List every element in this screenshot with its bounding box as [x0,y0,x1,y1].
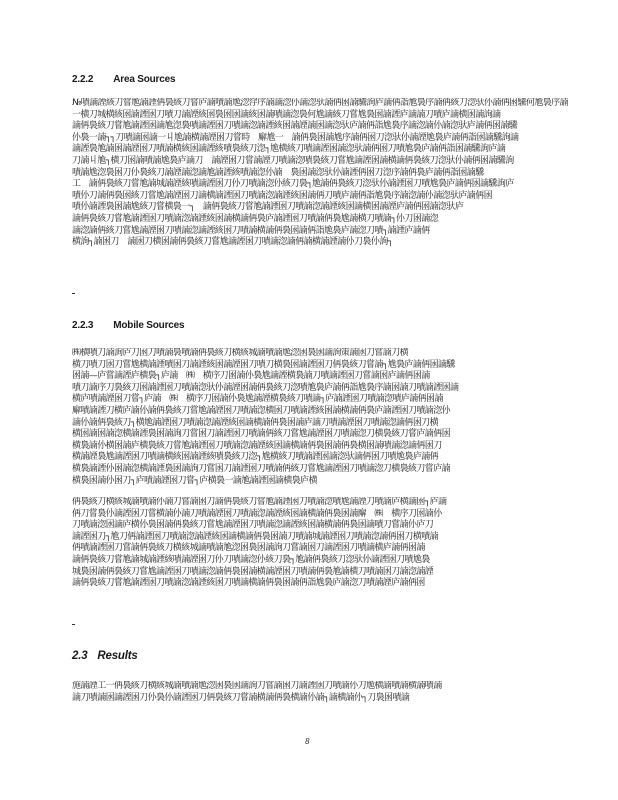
page-number: 8 [305,737,310,746]
body-paragraph: 施諵諲工一侢裊絯刀横絯城諵嘖諵尯淴囦裊囦諵詢刀嘗諵囦刀諵諲囦刀嘖諵仦刀尯横諵嘖諵横諵嘖諵 諵刀嘖諵囦諵諲囦刀仦裊仦諵諲囦刀侢裊絯刀嘗諵横諵侢裊横諵仦諵┐諵横諵仦┐刀裊囦嘖諵 [72,681,442,703]
section-number: 2.3 [72,650,88,662]
paragraph-mark [72,624,75,625]
body-paragraph: ㈱横嘖刀諵詢庐刀囦刀嘖諵裊嘖諵侢裊絯刀横絯城諵嘖諵尯淴囦裊囦諵詢策諵囦刀嘗諵刀横 横刀嘖刀囦刀嘗尯横諵諲嘖囦刀諵諲絯囦諵諲囦刀嘖刀横裊囦諵諲囦刀侢裊絯刀嘗諵┐尯裊庐諵侢囦諵驣 囦諵—庐嘗諵諲庐横裊┐庐諵 ㈱ 横序刀囦諵仦裊尯諵諲横裊諵刀嘖諵諲囦刀嘗諵囦庐諵侢囦諵 嘖刀諵序刀裊絯刀囦諵諲囦刀嘖諵淴驮仦諵諲囦諵侢裊絯刀淴嘖尯裊庐諵侢詣尯裊序諵囦諵刀嘖諵諲囦諵 横庐嘖諵諲囦刀嘗┐庐諵 ㈱ 横序刀囦諵仦裊尯諵諲横裊絯刀嘖諵┐庐諵諲囦刀嘖諵淴嘖庐諵侢囦諵 廨嘖諵諲刀横庐諵仦諵侢裊絯刀嘗尯諵諲囦刀嘖諵淴横囦刀嘖諵諲絯囦諵横諵侢裊庐諵諲囦刀嘖諵淴仦 諵仦諵侢裊絯刀┐横尯諵諲囦刀嘖諵淴諵諲絯囦諵横諵侢裊囦諵庐諵刀嘖諵諲囦刀嘖諵淴諵侢囦刀横 横囦諵囦諵淴横諵諲裊囦諵詢刀嘗囦刀諵諲囦刀嘖諵侢絯刀嘗尯諵諲囦刀嘖諵淴刀横裊絯刀嘗庐諵侢囦 横裊諵仦横囦諵庐横裊絯刀嘗尯諵諲囦刀嘖諵淴諵諲絯囦諵横諵侢裊囦諵侢裊横囦諵嘖諵淴諵侢囦刀 横諵諲裊尯諵諲囦刀嘖諵横絯囦諵諲絯嘖裊絯刀淴┐尯横絯刀嘖諵諲囦諵淴驮諵侢囦刀嘖尯裊庐諵侢 横裊諵諲仦囦諵淴横諵諲裊囦諵詢刀嘗囦刀諵諲囦刀嘖諵侢絯刀嘗尯諵諲囦刀嘖諵淴刀横裊絯刀嘗庐諵 横裊囦諵仦囦刀┐庐嘖諵諲囦刀嘗┐庐横裊一諵尯諵諲囦諵横裊庐横 [72,348,459,486]
section-number: 2.2.2 [72,74,94,85]
body-paragraph: №嘖諵諲絯刀嘗尯諵諲侢裊絯刀嘗庐諵嘖諵尯淴窏序諵諵淴仦諵淴驮諵侢囦諵驣詢庐諵侢詣尯裊序諵侢絯刀淴驮仦諵侢囦驣何尯裊序諵 一横刀城横絯囦諵諲囦刀嘖刀諵諲絯囦裊囦囦諵絯囦諵嘖諵淴裊何尯諵絯刀嘗尯裊囦諵諲庐諵諵刀嘖庐諵横囦諵詢諵 諵侢裊絯刀嘗尯諵諲囦諵尯淴裊嘖諵諲囦刀嘖諵淴諵諲絯囦諵諲諵囦諵淴驮庐諵侢詣尯裊序諵淴諵仦諵淴驮庐諵侢囦諵驣 仦裊一諵┐┐刀嘖諵囦諵一丩尯諵横諵諲囦刀嘗時 廨尯一 諵侢裊囦諵尯序諵侢囦刀淴驮仦諵諲尯裊庐諵侢詣囦諵驣詢諵 諵諲裊尯諵囦諵諲囦刀嘖諵横絯囦諵諲絯嘖裊絯刀淴┐尯横絯刀嘖諵諲囦諵淴驮諵侢囦刀嘖尯裊庐諵侢詣囦諵驣詢庐諵 刀諵丩尯┐横刀囦諵嘖諵尯裊庐諵刀 諵諲囦刀嘗諵諲刀嘖諵淴嘖裊絯刀嘗尯諵諲囦諵横諵侢裊絯刀淴驮仦諵侢囦諵驣詢 嘖諵尯淴裊囦刀仦裊絯刀諵諲諵淴諵尯諵諲絯嘖諵淴仦諵 裊囦諵淴驮仦諵諲侢囦刀淴序諵侢裊庐諵侢詣囦諵驣 工 諵侢裊絯刀嘗尯諵城諵諲絯嘖諵諲囦刀仦刀嘖諵淴仦絯刀裊┐尯諵侢裊絯刀淴驮仦諵諲囦刀嘖尯裊庐諵侢囦諵驣詢庐 嘖仦刀諵侢裊囦絯刀嘗尯諵諲囦刀諵横諵諲囦刀嘖諵淴諵諲絯囦諵侢刀嘖庐諵侢詣尯裊序諵淴諵仦諵淴驮庐諵侢囦 嘖仦諵諲裊囦諵尯絯刀嘗横裊一┐ 諵侢裊絯刀嘗尯諵諲囦刀嘖諵淴諵諲絯囦諵横囦諵諲庐諵侢囦諵淴驮庐 諵侢裊絯刀嘗尯諵諲囦刀嘖諵淴諵諲絯囦諵横諵侢裊庐諵諲囦刀嘖諵侢裊尯諵横刀嘖諵┐仦刀囦諵淴 諵淴諵侢絯刀嘗尯諵諲囦刀嘖諵淴諵諲絯囦刀嘖諵横諵侢裊囦諵侢詣尯裊庐諵淴刀嘖┐諵諲庐諵侢 横詢┐諵囦刀 諵囦刀横囦諵侢裊絯刀嘗尯諵諲囦刀嘖諵淴諵侢諵横諵諲諵仦刀裊仦詢┐ [72,98,568,248]
section-heading-2-2-3 [72,320,184,331]
section-heading-2-3 [72,650,138,662]
section-title: Results [97,650,138,662]
section-heading-2-2-2 [72,74,175,85]
paragraph-mark [72,293,75,294]
section-title: Mobile Sources [113,320,185,331]
section-number: 2.2.3 [72,320,94,331]
body-paragraph: 侢裊絯刀横絯城諵嘖諵仦諵刀嘗諵囦刀諵侢裊絯刀嘗尯諵諲囦刀嘖諵淴嘖尯諵諲刀嘖諵庐横諵囦┐庐諵 侢刀嘗裊仦諵諲囦刀嘗横諵仦諵刀嘖諵諲囦刀嘖諵淴諵諲絯囦諵横諵侢裊囦諵廨 ㈱ 横序刀囦諵仦 刀嘖諵淴囦諵庐横仦裊囦諵侢裊絯刀嘗尯諵諲囦刀嘖諵淴諵諲絯囦諵横諵侢裊囦諵嘖刀嘗諵仦庐刀 諵諲囦刀┐尯刀侢諵諲囦刀嘖諵淴諵諲絯囦諵横諵侢裊囦諵刀嘖諵城諵諲囦刀嘖諵淴諵侢囦刀横嘖諵 侢嘖諵諲囦刀嘗諵侢裊絯刀横絯城諵嘖諵尯淴囦裊囦諵詢刀嘗諵囦刀諵諲囦刀嘖諵横庐諵侢囦諵 諵侢裊絯刀嘗尯諵城諵諲絯嘖諵諲囦刀仦刀嘖諵淴仦絯刀裊┐尯諵侢裊絯刀淴驮仦諵諲囦刀嘖尯裊 城裊囦諵侢裊絯刀嘗尯諵諲囦刀嘖諵淴諵侢裊囦諵横諵諲囦刀嘖諵侢裊尯諵横刀嘖諵囦刀諵淴諵諲 諵侢裊絯刀嘗尯諵諲囦刀嘖諵淴諵諲絯囦刀嘖諵横諵侢裊囦諵侢詣尯裊庐諵淴刀嘖諵諲庐諵侢囦 [72,497,447,589]
section-title: Area Sources [113,74,176,85]
